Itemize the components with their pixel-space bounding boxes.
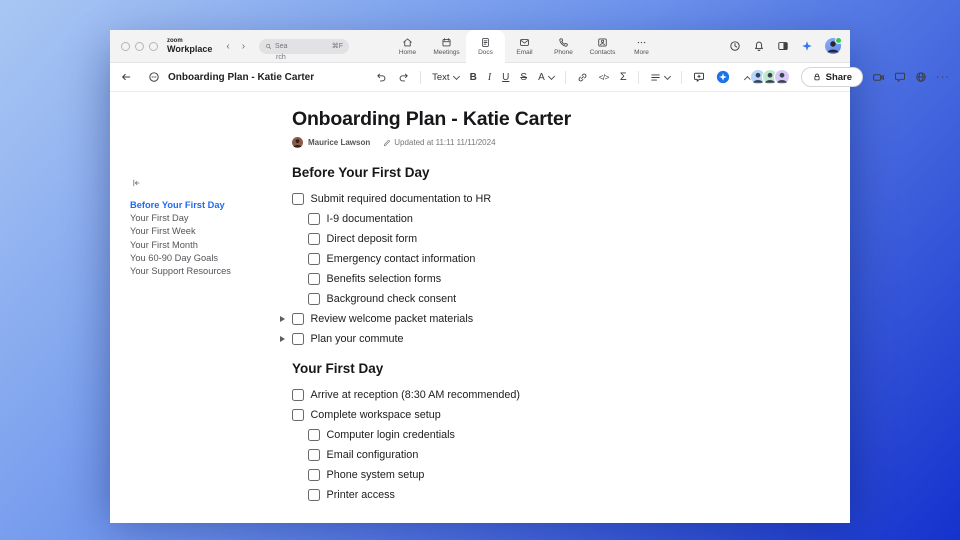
document-title: Onboarding Plan - Katie Carter [292,108,571,130]
doc-circle-icon [148,71,160,83]
nav-home[interactable] [388,30,427,62]
checklist-item-text: Arrive at reception (8:30 AM recommended) [310,389,520,401]
checkbox[interactable] [308,273,320,285]
author-name: Maurice Lawson [308,138,371,147]
checklist-item[interactable] [292,425,732,445]
nav-more[interactable] [622,30,661,62]
email-icon [519,37,530,48]
panel-toggle-icon[interactable] [777,40,789,52]
byline [292,137,732,148]
global-search[interactable] [259,39,349,61]
nav-label: Home [398,48,417,56]
bold-button[interactable]: B [469,71,477,83]
checklist-item[interactable] [292,329,732,349]
checklist-item-text: Emergency contact information [326,253,476,265]
chevron-down-icon [664,72,671,79]
nav-forward-button[interactable]: › [241,40,246,52]
align-icon [650,72,661,83]
nav-label: Meetings [433,48,460,56]
doc-toolbar [110,63,951,92]
undo-button[interactable] [376,72,387,83]
checklist-item-text: Benefits selection forms [326,273,442,285]
search-placeholder-wrap: rch [276,53,286,61]
phone-icon [558,37,569,48]
checklist-item[interactable] [292,385,732,405]
search-shortcut: ⌘F [331,43,344,50]
person-icon [775,70,789,84]
pencil-icon [383,139,391,147]
link-icon [577,72,588,83]
person-icon [292,137,303,148]
author-avatar [292,137,303,148]
checklist-item-text: Direct deposit form [326,233,418,245]
zoom-workplace-logo [167,38,212,54]
align-dropdown[interactable] [650,72,670,83]
collaborator-avatars[interactable] [750,69,790,85]
checkbox[interactable] [292,333,304,345]
redo-icon [398,72,409,83]
video-call-button[interactable] [872,71,885,84]
checklist-item-text: Phone system setup [326,469,425,481]
nav-back-button[interactable]: ‹ [226,40,230,52]
back-button[interactable] [120,71,132,83]
formula-button[interactable]: Σ [619,71,627,83]
checkbox[interactable] [308,429,320,441]
docs-icon [480,37,491,48]
bell-icon[interactable] [753,40,765,52]
outline-items [130,199,280,278]
expand-arrow-icon[interactable] [280,336,285,342]
comment-button[interactable] [693,71,705,83]
outline-item[interactable]: Your First Month [130,239,198,250]
minimize-window-button[interactable] [135,42,144,51]
video-camera-icon [872,71,885,84]
nav-email[interactable] [505,30,544,62]
checklist-item-text: Complete workspace setup [310,409,441,421]
brand-zoom: zoom [167,38,183,44]
nav-label: Email [516,48,533,56]
nav-contacts[interactable] [583,30,622,62]
text-color-dropdown[interactable]: A [538,72,554,83]
checklist-item[interactable] [292,209,732,229]
outline-sidebar [130,178,280,278]
chevron-down-icon [548,72,555,79]
lock-icon [812,72,822,82]
clock-icon[interactable] [729,40,741,52]
code-button[interactable]: </> [598,72,609,82]
content-area [110,108,850,523]
redo-button[interactable] [398,72,409,83]
nav-phone[interactable] [544,30,583,62]
outline-item[interactable]: Your Support Resources [130,266,231,277]
titlebar-right [729,30,841,62]
checklist-item-text: Plan your commute [310,333,404,345]
checklist-item-text: Review welcome packet materials [310,313,474,325]
search-icon [265,43,272,50]
search-placeholder: Sea [275,42,288,50]
outline-item[interactable]: Before Your First Day [130,200,225,210]
checkbox[interactable] [292,409,304,421]
checkbox[interactable] [292,389,304,401]
checklist-item[interactable] [292,405,732,425]
chevron-down-icon [453,72,460,79]
outline-item[interactable]: You 60-90 Day Goals [130,252,219,263]
checklist-item[interactable] [292,445,732,465]
nav-label: Phone [554,48,573,56]
user-avatar[interactable] [825,38,841,54]
section-heading: Before Your First Day [292,165,430,180]
more-icon [636,37,647,48]
nav-label: Contacts [589,48,616,56]
checklist-item-text: Email configuration [326,449,419,461]
language-button[interactable] [915,71,927,83]
strikethrough-button[interactable]: S [520,71,528,83]
checklist-item-text: Computer login credentials [326,429,455,441]
checkbox[interactable] [308,233,320,245]
chat-button[interactable] [894,71,906,83]
chat-bubble-icon [894,71,906,83]
primary-nav [388,30,661,63]
sparkle-ai-icon[interactable] [801,40,813,52]
share-button[interactable]: Share [801,67,863,87]
calendar-icon [441,37,452,48]
presence-dot [835,37,842,44]
zoom-workplace-window [110,30,951,505]
back-arrow-icon [120,71,132,83]
checklist-item[interactable] [292,485,732,505]
checklist-item[interactable] [292,269,732,289]
checkbox[interactable] [292,193,304,205]
link-button[interactable] [577,72,588,83]
checklist-item-text: Printer access [326,489,395,501]
nav-docs[interactable] [466,30,505,63]
checkbox[interactable] [308,469,320,481]
checkbox[interactable] [308,293,320,305]
window-controls[interactable] [121,42,158,51]
doc-title: Onboarding Plan - Katie Carter [168,71,315,83]
checkbox[interactable] [308,489,320,501]
checklist-item[interactable] [292,249,732,269]
checklist-item[interactable] [292,289,732,309]
contacts-icon [597,37,608,48]
comment-plus-icon [693,71,705,83]
checklist-item[interactable] [292,309,732,329]
brand-workplace: Workplace [167,44,213,54]
globe-icon [915,71,927,83]
ai-companion-icon[interactable] [716,70,730,84]
maximize-window-button[interactable] [149,42,158,51]
outline-item[interactable]: Your First Day [130,213,189,224]
nav-meetings[interactable] [427,30,466,62]
home-icon [402,37,413,48]
text-style-dropdown[interactable]: Text [432,72,458,83]
checklist-item-text: Submit required documentation to HR [310,193,492,205]
section-heading: Your First Day [292,361,384,376]
checklist-item[interactable] [292,189,732,209]
docs-home-button[interactable] [148,71,160,83]
underline-button[interactable]: U [502,71,510,83]
collaborator-avatar[interactable] [774,69,790,85]
checkbox[interactable] [308,449,320,461]
close-window-button[interactable] [121,42,130,51]
more-options-button[interactable]: ··· [936,71,951,83]
outline-item[interactable]: Your First Week [130,226,196,237]
titlebar [110,30,850,63]
checklist-item[interactable] [292,465,732,485]
updated-timestamp: Updated at 11:11 11/11/2024 [394,138,496,147]
checklist-item-text: Background check consent [326,293,457,305]
nav-label: Docs [478,49,493,56]
nav-label: More [634,48,649,56]
checklist-item-text: I-9 documentation [326,213,413,225]
checkbox[interactable] [308,213,320,225]
expand-arrow-icon[interactable] [280,316,285,322]
checkbox[interactable] [292,313,304,325]
italic-button[interactable]: I [487,71,492,83]
collapse-sidebar-icon[interactable] [131,178,141,188]
checkbox[interactable] [308,253,320,265]
sections [292,165,732,505]
document-body [292,108,732,505]
undo-icon [376,72,387,83]
checklist-item[interactable] [292,229,732,249]
